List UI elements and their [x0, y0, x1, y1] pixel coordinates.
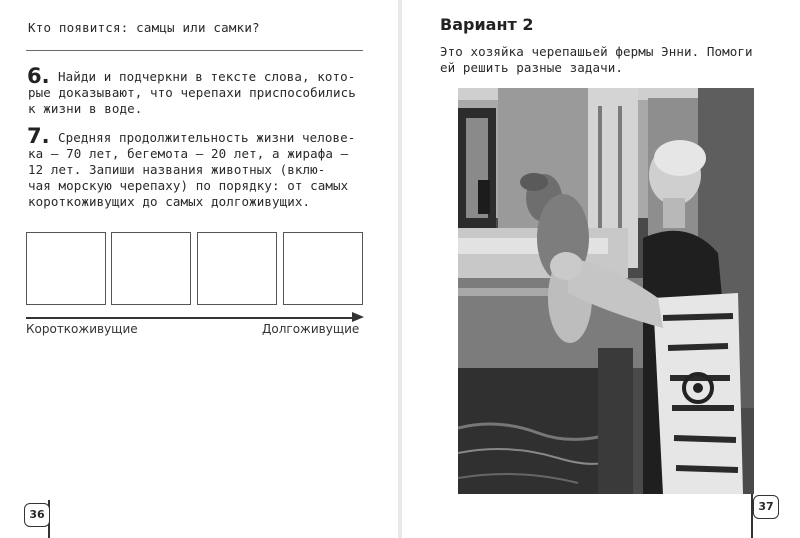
intro-line-2: ей решить разные задачи. — [440, 60, 624, 75]
page-number-left: 36 — [24, 503, 50, 527]
divider-rule — [26, 50, 363, 51]
task-6-line-1: Найди и подчеркни в тексте слова, кото- — [58, 69, 356, 84]
task-6-number: 6. — [27, 64, 50, 88]
lifespan-scale-arrow — [26, 317, 356, 319]
page-number-right: 37 — [753, 495, 779, 519]
answer-box-1[interactable] — [26, 232, 106, 305]
variant-title: Вариант 2 — [440, 15, 534, 34]
scale-label-short: Короткоживущие — [26, 322, 138, 336]
top-question: Кто появится: самцы или самки? — [28, 20, 260, 35]
scale-label-long: Долгоживущие — [262, 322, 360, 336]
task-7-line-5: короткоживущих до самых долгоживущих. — [28, 194, 311, 209]
answer-box-3[interactable] — [197, 232, 277, 305]
task-7-line-2: ка — 70 лет, бегемота — 20 лет, а жирафа — — [28, 146, 349, 161]
arrow-head-icon — [352, 312, 364, 322]
task-6-line-3: к жизни в воде. — [28, 101, 143, 116]
task-7-line-3: 12 лет. Запиши названия животных (вклю- — [28, 162, 326, 177]
answer-box-4[interactable] — [283, 232, 363, 305]
task-7-line-4: чая морскую черепаху) по порядку: от самых — [28, 178, 349, 193]
task-7-line-1: Средняя продолжительность жизни челове- — [58, 130, 356, 145]
left-page — [0, 0, 398, 538]
intro-line-1: Это хозяйка черепашьей фермы Энни. Помоги — [440, 44, 753, 59]
turtle-farm-photo — [458, 88, 754, 494]
task-6-line-2: рые доказывают, что черепахи приспособились — [28, 85, 356, 100]
answer-box-2[interactable] — [111, 232, 191, 305]
task-7-number: 7. — [27, 124, 50, 148]
